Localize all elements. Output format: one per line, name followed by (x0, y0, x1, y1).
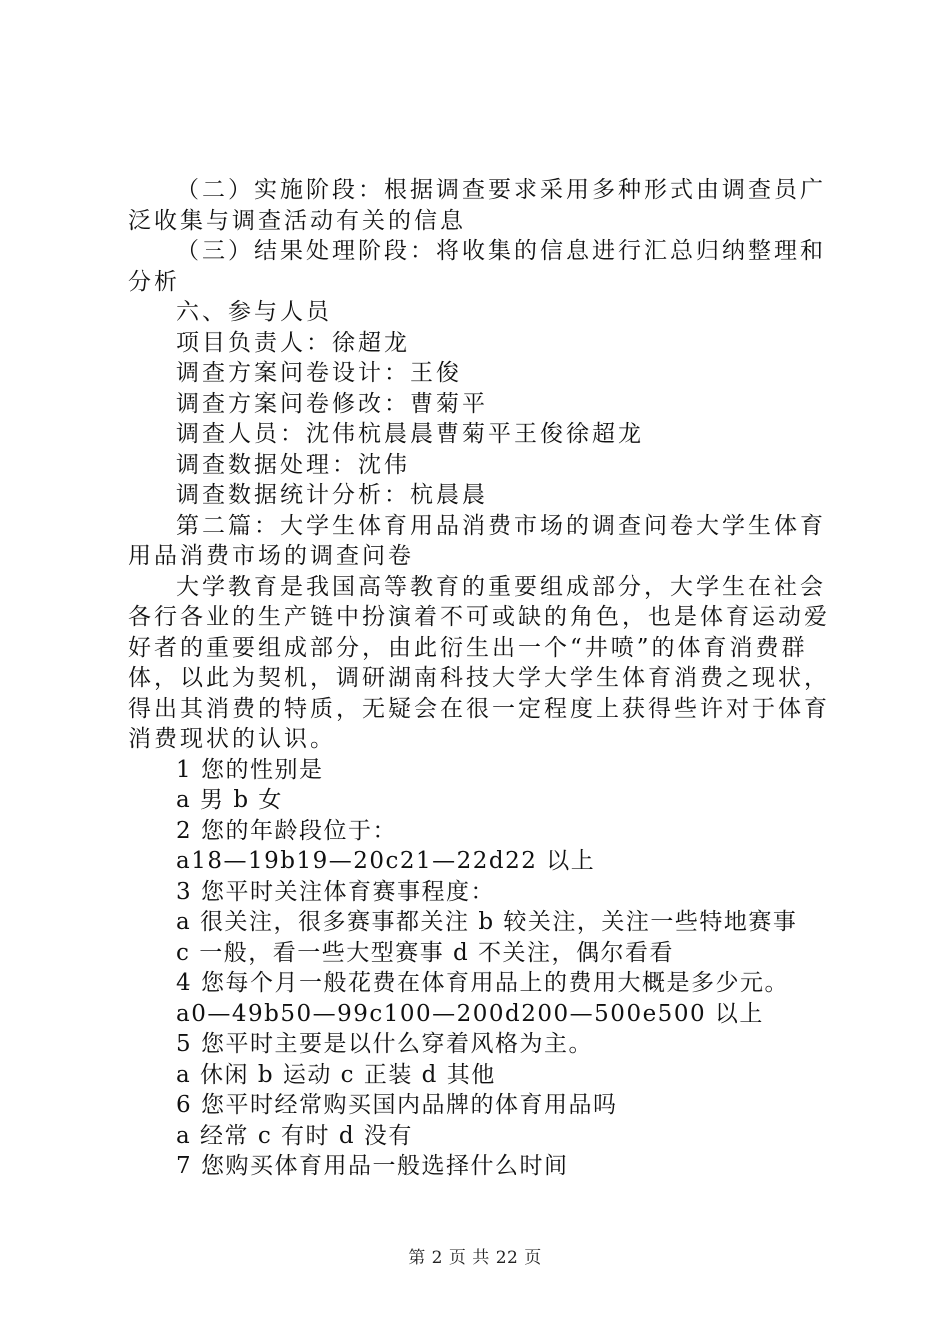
answer-line: c 一般，看一些大型赛事 d 不关注，偶尔看看 (176, 939, 675, 966)
part-two-title: 第二篇：大学生体育用品消费市场的调查问卷大学生体育用品消费市场的调查问卷 (128, 512, 826, 569)
question-line: 7 您购买体育用品一般选择什么时间 (176, 1153, 569, 1179)
participant-line: 调查数据处理：沈伟 (176, 451, 410, 478)
answer-line: a0—49b50—99c100—200d200—500e500 以上 (176, 1000, 764, 1027)
participant-line: 调查人员：沈伟杭晨晨曹菊平王俊徐超龙 (176, 421, 644, 447)
participant-line: 项目负责人：徐超龙 (176, 329, 410, 356)
document-body (128, 175, 838, 1182)
participant-line: 调查方案问卷设计：王俊 (176, 360, 462, 386)
paragraph-result-stage: （三）结果处理阶段：将收集的信息进行汇总归纳整理和分析 (128, 238, 826, 295)
section-six-heading: 六、参与人员 (176, 299, 332, 325)
answer-line: a 男 b 女 (176, 787, 283, 813)
participant-line: 调查方案问卷修改：曹菊平 (176, 390, 488, 417)
answer-line: a18—19b19—20c21—22d22 以上 (176, 848, 596, 874)
question-line: 6 您平时经常购买国内品牌的体育用品吗 (176, 1092, 618, 1118)
question-line: 3 您平时关注体育赛事程度： (176, 878, 495, 905)
participant-line: 调查数据统计分析：杭晨晨 (176, 482, 488, 508)
part-two-intro: 大学教育是我国高等教育的重要组成部分，大学生在社会各行各业的生产链中扮演着不可或缺的角色，也是体育运动爱好者的重要组成部分，由此衍生出一个“井喷”的体育消费群体，以此为契机，调研湖南科技大学大学生体育消费之现状，得出其消费的特质，无疑会在很一定程度上获得些许对于体育消费现状的认识。 (128, 573, 830, 752)
answer-line: a 经常 c 有时 d 没有 (176, 1122, 413, 1149)
question-line: 4 您每个月一般花费在体育用品上的费用大概是多少元。 (176, 970, 789, 996)
answer-line: a 很关注，很多赛事都关注 b 较关注，关注一些特地赛事 (176, 909, 798, 935)
paragraph-implementation-stage: （二）实施阶段：根据调查要求采用多种形式由调查员广泛收集与调查活动有关的信息 (128, 177, 826, 234)
answer-line: a 休闲 b 运动 c 正装 d 其他 (176, 1061, 496, 1088)
page-number-footer: 第 2 页 共 22 页 (408, 1248, 542, 1268)
question-line: 1 您的性别是 (176, 756, 324, 783)
question-line: 5 您平时主要是以什么穿着风格为主。 (176, 1031, 593, 1057)
question-line: 2 您的年龄段位于： (176, 817, 397, 844)
